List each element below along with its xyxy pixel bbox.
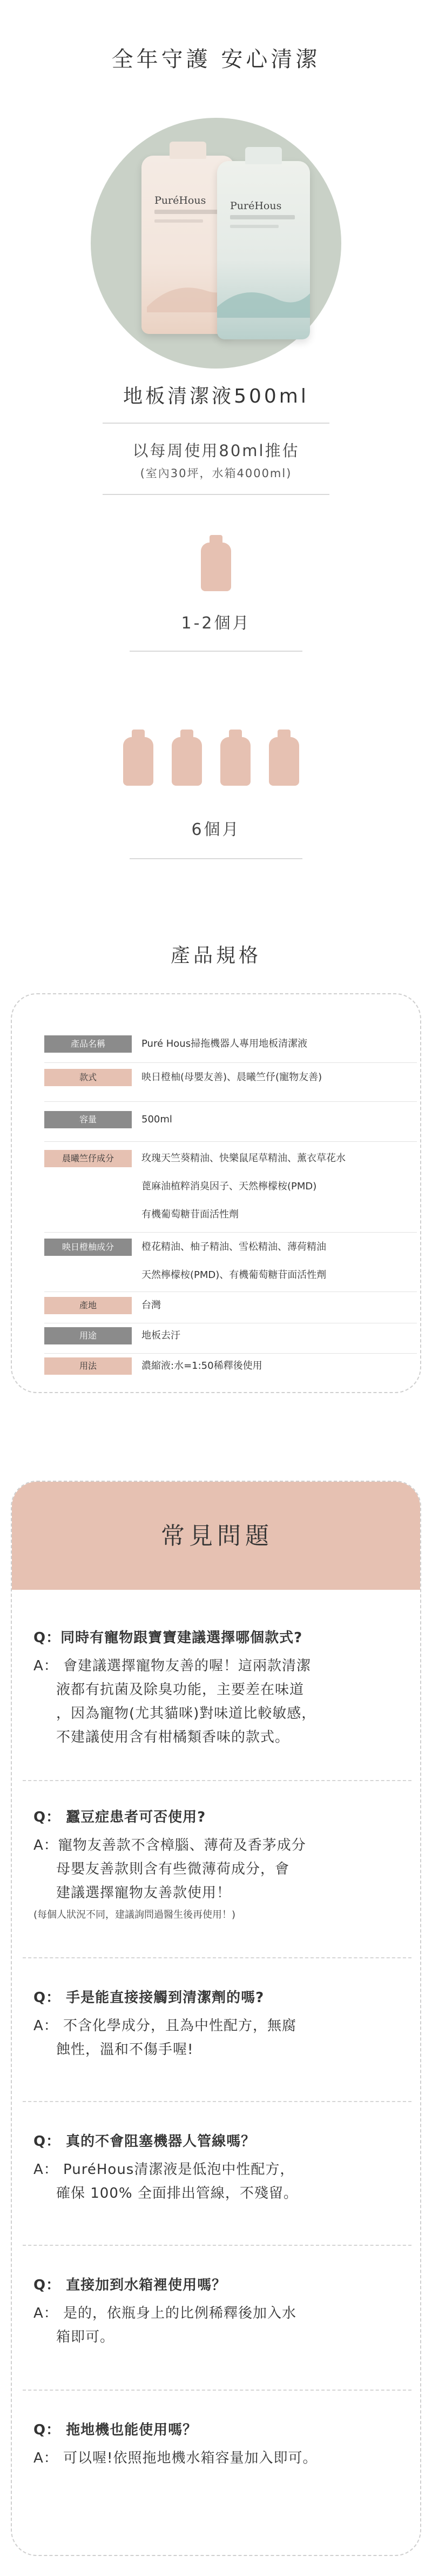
faq-divider: [23, 2101, 411, 2102]
faq-divider: [23, 2390, 411, 2391]
one-bottle-duration: 1-2個月: [181, 614, 251, 633]
faq-question: Q： 拖地機也能使用嗎？: [33, 2422, 198, 2438]
spec-label: 用法: [44, 1357, 132, 1375]
faq-question: Q： 直接加到水箱裡使用嗎？: [33, 2277, 227, 2293]
specs-heading: 產品規格: [170, 945, 261, 967]
spec-label: 用途: [44, 1327, 132, 1344]
bottle-icon: [220, 730, 251, 786]
leaf-icon: [217, 280, 310, 318]
spec-label: 產品名稱: [44, 1035, 132, 1053]
faq-item: [33, 2419, 401, 2470]
spec-label: 產地: [44, 1297, 132, 1314]
bottle-cap: [170, 142, 206, 159]
faq-item: [33, 2274, 401, 2349]
bottle-icon: [269, 730, 299, 786]
four-bottle-duration: 6個月: [191, 820, 241, 839]
bottle-icon: [172, 730, 202, 786]
bottle-icon: [123, 730, 153, 786]
usage-estimate-title: 以每周使用80ml推估: [132, 441, 300, 460]
faq-divider: [23, 2245, 411, 2246]
faq-answer: A： 可以喔!依照拖地機水箱容量加入即可。: [33, 2450, 318, 2466]
spec-value: Puré Hous掃拖機器人專用地板清潔液: [141, 1038, 308, 1049]
spec-value: 濃縮液:水=1:50稀釋後使用: [141, 1360, 262, 1371]
spec-label: 容量: [44, 1111, 132, 1128]
spec-value: 有機葡萄糖苷面活性劑: [141, 1209, 239, 1220]
spec-value: 蓖麻油植粹消臭因子、天然檸檬桉(PMD): [141, 1181, 317, 1192]
faq-answer: A： 會建議選擇寵物友善的喔！這兩款清潔 液都有抗菌及除臭功能，主要差在味道 ，因為寵物(尤其貓咪)對味道比較敏感， 不建議使用含有柑橘類香味的款式。: [33, 1658, 316, 1745]
spec-label: 映日橙柚成分: [44, 1239, 132, 1256]
product-name: 地板清潔液500ml: [123, 385, 309, 407]
faq-question: Q：同時有寵物跟寶寶建議選擇哪個款式?: [33, 1630, 303, 1646]
faq-item: [33, 1627, 401, 1749]
divider: [130, 651, 302, 652]
faq-answer: A： 是的，依瓶身上的比例稀釋後加入水 箱即可。: [33, 2305, 297, 2345]
faq-title: 常見問題: [161, 1522, 273, 1550]
spec-value: 玫瑰天竺葵精油、快樂鼠尾草精油、薰衣草花水: [141, 1153, 346, 1164]
bottle-icon: [201, 535, 231, 591]
faq-question: Q： 蠶豆症患者可否使用?: [33, 1809, 206, 1825]
faq-answer: A：寵物友善款不含樟腦、薄荷及香茅成分 母嬰友善款則含有些微薄荷成分，會 建議選擇寵物友善款使用！: [33, 1837, 306, 1901]
bottle-cap: [245, 147, 282, 164]
divider: [103, 423, 329, 424]
usage-estimate-subtitle: (室內30坪，水箱4000ml): [140, 467, 292, 480]
faq-item: [33, 1806, 401, 1921]
faq-answer: A： PuréHous清潔液是低泡中性配方， 確保 100% 全面排出管線，不殘留。: [33, 2162, 298, 2202]
spec-value: 台灣: [141, 1300, 161, 1311]
faq-item: [33, 2130, 401, 2205]
divider: [130, 858, 302, 859]
divider: [103, 494, 329, 495]
pet-friendly-bottle-image: [217, 161, 310, 339]
bottle-brand-label: PuréHous: [154, 195, 206, 206]
faq-question: Q： 手是能直接接觸到清潔劑的嗎?: [33, 1990, 265, 2006]
spec-value: 地板去汙: [141, 1330, 180, 1341]
spec-value: 500ml: [141, 1114, 172, 1125]
bottle-brand-label: PuréHous: [230, 200, 282, 212]
faq-note: (每個人狀況不同，建議詢問過醫生後再使用！): [33, 1909, 236, 1921]
spec-value: 橙花精油、柚子精油、雪松精油、薄荷精油: [141, 1241, 326, 1253]
faq-divider: [23, 1780, 411, 1781]
faq-section: [11, 1481, 421, 2556]
spec-label: 款式: [44, 1069, 132, 1086]
faq-question: Q： 真的不會阻塞機器人管線嗎？: [33, 2133, 256, 2150]
hero-title: 全年守護 安心清潔: [111, 47, 321, 72]
spec-value: 天然檸檬桉(PMD)、有機葡萄糖苷面活性劑: [141, 1269, 327, 1281]
specs-table: [11, 993, 421, 1393]
spec-value: 映日橙柚(母嬰友善)、晨曦竺伃(寵物友善): [141, 1072, 322, 1083]
spec-label: 晨曦竺伃成分: [44, 1150, 132, 1167]
faq-divider: [23, 1957, 411, 1958]
faq-item: [33, 1986, 401, 2062]
faq-answer: A： 不含化學成分，且為中性配方，無腐 蝕性，溫和不傷手喔!: [33, 2018, 297, 2058]
